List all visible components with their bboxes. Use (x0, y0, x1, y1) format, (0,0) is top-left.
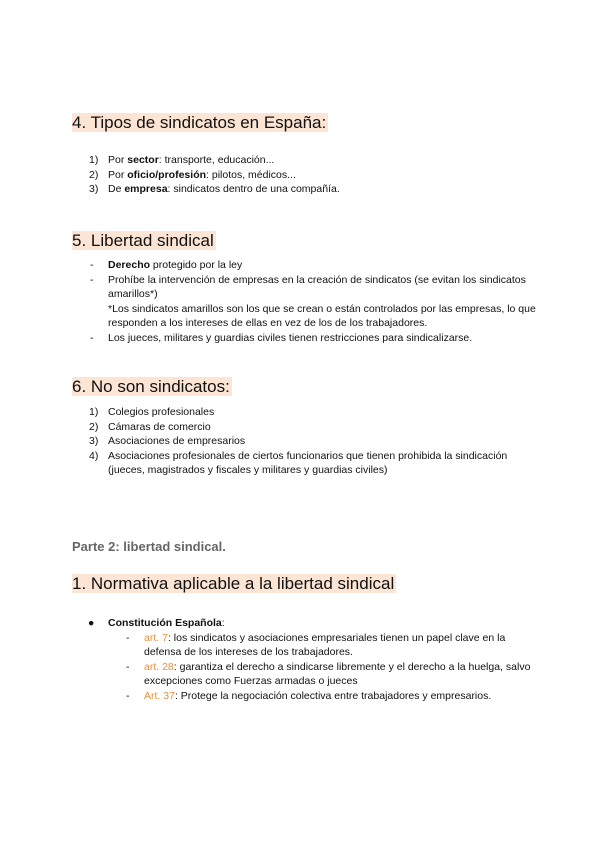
section-4-list (72, 153, 542, 197)
list-item: - Derecho protegido por la ley (90, 259, 243, 271)
normativa-list (72, 616, 542, 703)
list-item-note: *Los sindicatos amarillos son los que se crean o están controlados por las empresas, lo que responden a los intereses de ellas en vez de los de los trabajadores. (108, 302, 536, 329)
section-6-list (72, 405, 542, 478)
list-item: 3) Asociaciones de empresarios (89, 435, 246, 447)
article-link[interactable]: art. 28 (144, 660, 174, 673)
list-item: - Prohíbe la intervención de empresas en la creación de sindicatos (se evitan los sindicatos amarillos*) (90, 273, 526, 300)
list-item: 4) Asociaciones profesionales de ciertos funcionarios que tienen prohibida la sindicación (jueces, magistrados y fiscales y militares y guardias civiles) (89, 449, 508, 476)
article-item: - Art. 37: Protege la negociación colectiva entre trabajadores y empresarios. (126, 689, 492, 702)
list-item: 1) Colegios profesionales (89, 406, 215, 418)
section-5-list (72, 258, 542, 345)
section-4-heading: 4. Tipos de sindicatos en España: (72, 113, 327, 132)
list-item: 2) Por oficio/profesión: pilotos, médicos... (89, 168, 296, 181)
article-link[interactable]: art. 7 (144, 631, 168, 644)
part-2-title: Parte 2: libertad sindical. (72, 539, 226, 554)
list-item: 3) De empresa: sindicatos dentro de una compañía. (89, 183, 340, 195)
section-6-heading: 6. No son sindicatos: (72, 377, 230, 396)
article-link[interactable]: Art. 37 (144, 689, 175, 702)
section-5-heading: 5. Libertad sindical (72, 231, 214, 250)
list-item: - Los jueces, militares y guardias civiles tienen restricciones para sindicalizarse. (90, 331, 473, 344)
article-item: - art. 7: los sindicatos y asociaciones empresariales tienen un papel clave en la defensa de los intereses de los trabajadores. (126, 631, 506, 658)
list-item: 1) Por sector: transporte, educación... (89, 154, 275, 166)
list-item: ● Constitución Española: (88, 617, 225, 629)
list-item: 2) Cámaras de comercio (89, 420, 211, 433)
normativa-heading: 1. Normativa aplicable a la libertad sindical (72, 574, 395, 593)
article-item: - art. 28: garantiza el derecho a sindicarse libremente y el derecho a la huelga, salvo excepciones como Fuerzas armadas o jueces (126, 660, 531, 687)
